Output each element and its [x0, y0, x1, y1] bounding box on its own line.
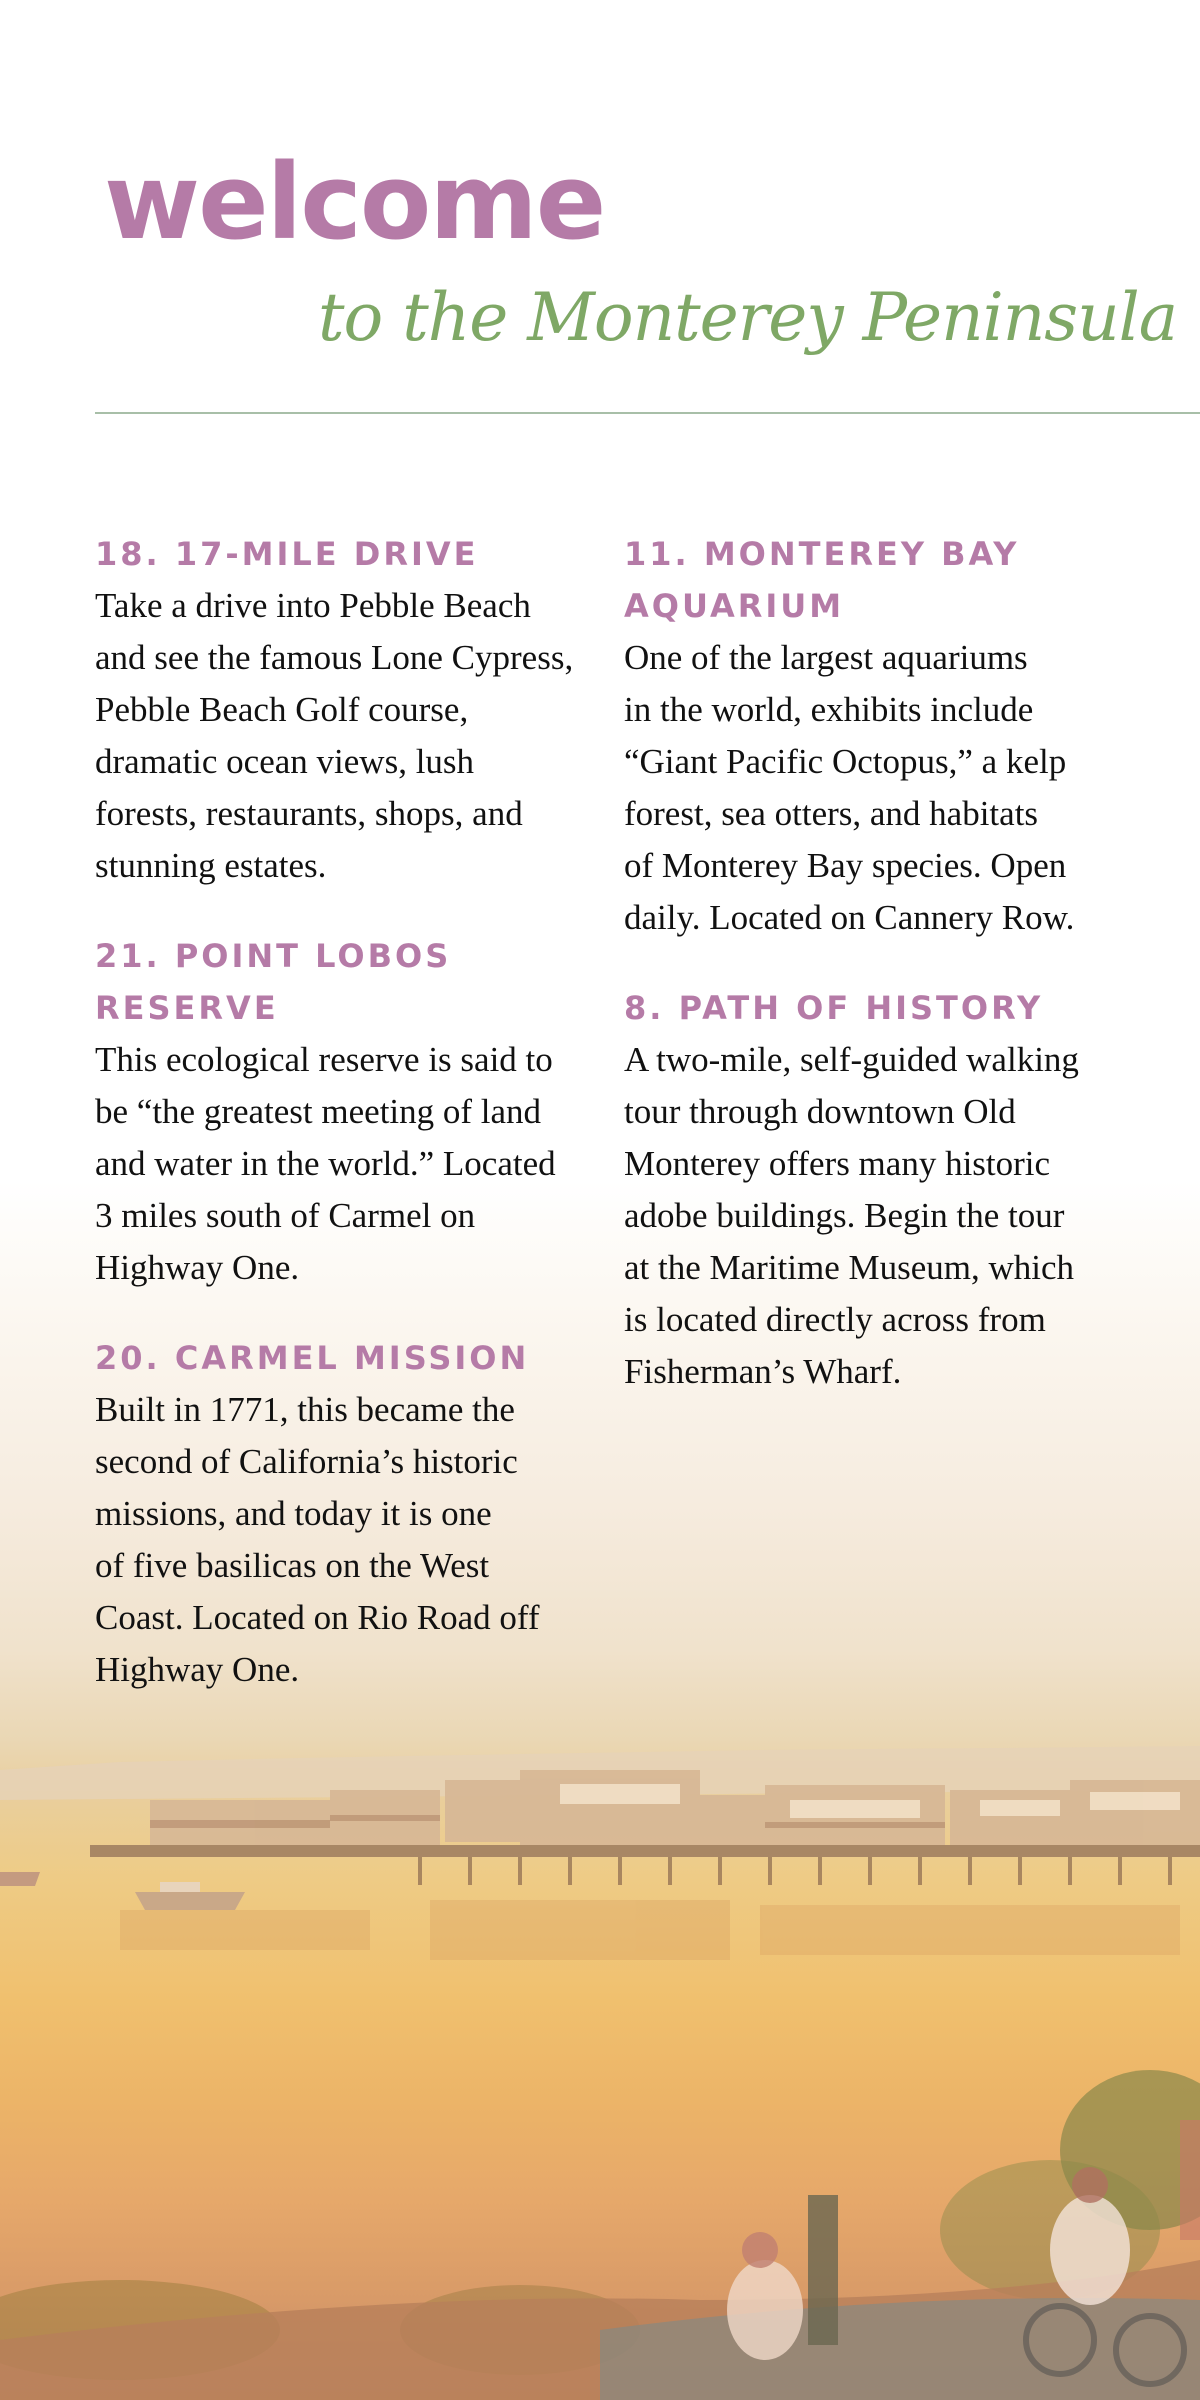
attraction-description: [624, 632, 1124, 944]
description-line: Fisherman’s Wharf.: [624, 1352, 902, 1391]
attraction-heading: 8. PATH OF HISTORY: [624, 989, 1044, 1027]
description-line: second of California’s historic: [95, 1442, 518, 1481]
description-line: Highway One.: [95, 1248, 300, 1287]
description-line: 3 miles south of Carmel on: [95, 1196, 476, 1235]
attraction-description: [95, 1384, 595, 1696]
attraction-description: [95, 1034, 595, 1294]
header-divider: [95, 412, 1200, 414]
heading-line: 21. POINT LOBOS: [95, 937, 452, 975]
description-line: One of the largest aquariums: [624, 638, 1028, 677]
attraction-description: [95, 580, 595, 892]
description-line: Monterey offers many historic: [624, 1144, 1051, 1183]
left-column: [95, 528, 595, 1734]
description-line: missions, and today it is one: [95, 1494, 492, 1533]
description-line: “Giant Pacific Octopus,” a kelp: [624, 742, 1067, 781]
page-title: welcome: [104, 141, 605, 263]
description-line: at the Maritime Museum, which: [624, 1248, 1075, 1287]
description-line: in the world, exhibits include: [624, 690, 1034, 729]
description-line: Coast. Located on Rio Road off: [95, 1598, 540, 1637]
attraction-entry: [624, 982, 1124, 1398]
attraction-entry: [95, 528, 595, 892]
description-line: is located directly across from: [624, 1300, 1046, 1339]
attraction-heading: [624, 528, 1124, 632]
description-line: forest, sea otters, and habitats: [624, 794, 1039, 833]
right-column: [624, 528, 1124, 1436]
description-line: and see the famous Lone Cypress,: [95, 638, 574, 677]
description-line: of five basilicas on the West: [95, 1546, 490, 1585]
description-line: dramatic ocean views, lush: [95, 742, 475, 781]
description-line: be “the greatest meeting of land: [95, 1092, 542, 1131]
description-line: and water in the world.” Located: [95, 1144, 556, 1183]
page-subtitle: to the Monterey Peninsula: [318, 279, 1178, 356]
description-line: adobe buildings. Begin the tour: [624, 1196, 1065, 1235]
attraction-heading: 18. 17-MILE DRIVE: [95, 535, 479, 573]
heading-line: RESERVE: [95, 989, 279, 1027]
description-line: Pebble Beach Golf course,: [95, 690, 469, 729]
description-line: This ecological reserve is said to: [95, 1040, 553, 1079]
attraction-heading: 20. CARMEL MISSION: [95, 1339, 530, 1377]
attraction-entry: [624, 528, 1124, 944]
description-line: Built in 1771, this became the: [95, 1390, 515, 1429]
description-line: of Monterey Bay species. Open: [624, 846, 1067, 885]
heading-line: 11. MONTEREY BAY: [624, 535, 1020, 573]
description-line: A two-mile, self-guided walking: [624, 1040, 1079, 1079]
description-line: Take a drive into Pebble Beach: [95, 586, 531, 625]
attraction-entry: [95, 930, 595, 1294]
attraction-description: [624, 1034, 1124, 1398]
attraction-heading: [95, 930, 595, 1034]
description-line: stunning estates.: [95, 846, 327, 885]
heading-line: AQUARIUM: [624, 587, 845, 625]
description-line: daily. Located on Cannery Row.: [624, 898, 1075, 937]
description-line: tour through downtown Old: [624, 1092, 1016, 1131]
description-line: Highway One.: [95, 1650, 300, 1689]
description-line: forests, restaurants, shops, and: [95, 794, 523, 833]
attraction-entry: [95, 1332, 595, 1696]
